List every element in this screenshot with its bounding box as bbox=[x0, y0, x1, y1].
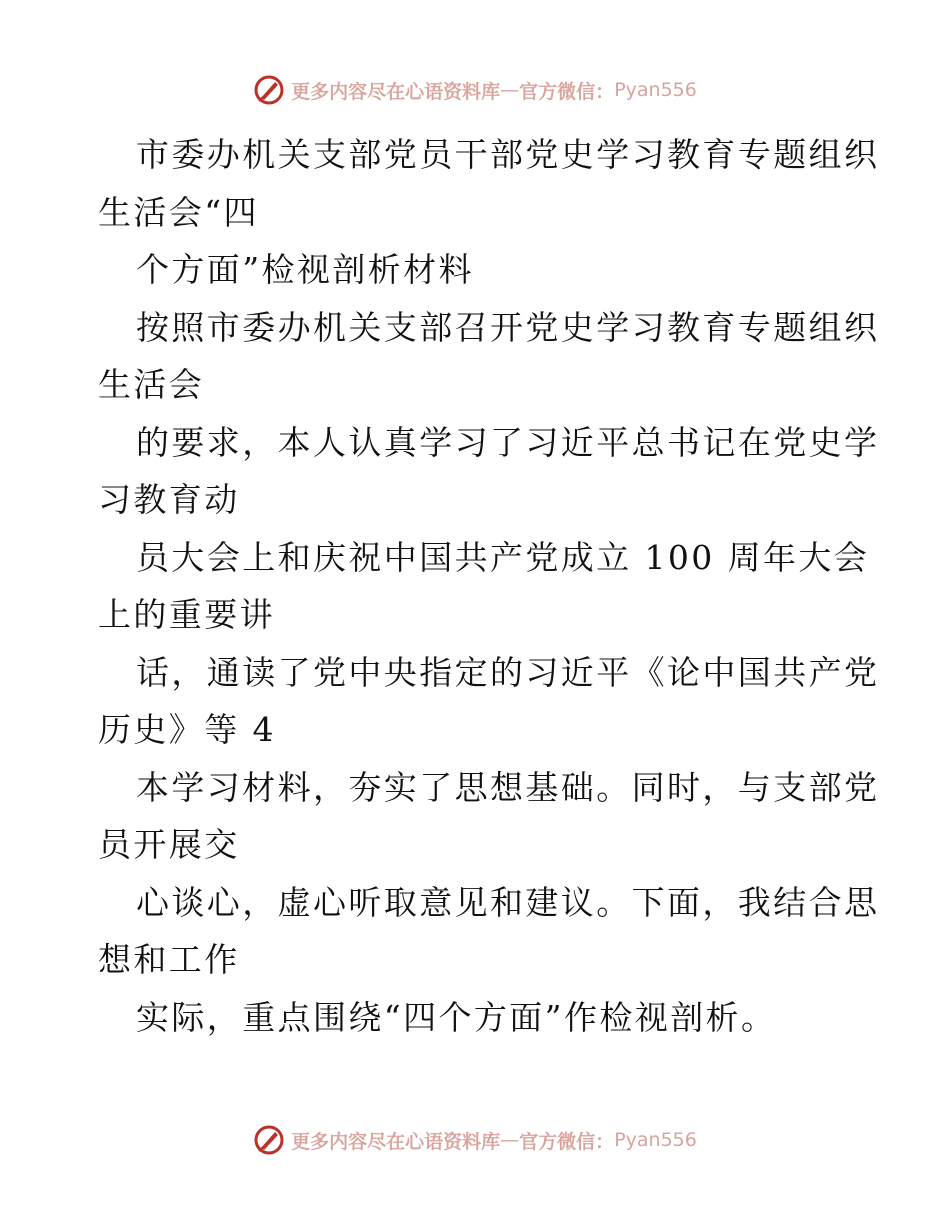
watermark-separator: — bbox=[500, 79, 520, 101]
document-body bbox=[98, 126, 880, 1046]
watermark-text: 更多内容尽在心语资料库 bbox=[291, 1130, 501, 1153]
text-line: 上的重要讲 bbox=[98, 595, 275, 634]
watermark-text: 更多内容尽在心语资料库 bbox=[291, 80, 501, 103]
quill-logo-icon bbox=[253, 74, 285, 106]
watermark-label: 官方微信： bbox=[519, 1130, 615, 1153]
text-line: 本学习材料，夯实了思想基础。同时，与支部党 bbox=[136, 767, 880, 807]
text-line: 员开展交 bbox=[98, 825, 240, 864]
footer-watermark bbox=[0, 1120, 950, 1160]
quill-logo-icon bbox=[253, 1124, 285, 1156]
text-line: 历史》等 4 bbox=[98, 710, 276, 749]
text-line: 想和工作 bbox=[98, 940, 240, 979]
text-line: 生活会“四 bbox=[98, 192, 259, 232]
watermark-id: Pyan556 bbox=[614, 1129, 697, 1151]
text-line: 个方面”检视剖析材料 bbox=[136, 250, 474, 289]
watermark-label: 官方微信： bbox=[519, 80, 615, 103]
text-line: 按照市委办机关支部召开党史学习教育专题组织 bbox=[136, 307, 880, 347]
text-line: 生活会 bbox=[98, 365, 205, 404]
text-line: 习教育动 bbox=[98, 480, 240, 519]
header-watermark bbox=[0, 70, 950, 110]
text-line: 实际，重点围绕“四个方面”作检视剖析。 bbox=[136, 997, 777, 1037]
text-line: 员大会上和庆祝中国共产党成立 100 周年大会 bbox=[136, 537, 870, 577]
watermark-separator: — bbox=[500, 1129, 520, 1151]
text-line: 的要求，本人认真学习了习近平总书记在党史学 bbox=[136, 422, 880, 462]
text-line: 心谈心，虚心听取意见和建议。下面，我结合思 bbox=[136, 882, 880, 922]
watermark-id: Pyan556 bbox=[614, 79, 697, 101]
text-line: 话，通读了党中央指定的习近平《论中国共产党 bbox=[136, 652, 880, 692]
text-line: 市委办机关支部党员干部党史学习教育专题组织 bbox=[136, 135, 880, 174]
